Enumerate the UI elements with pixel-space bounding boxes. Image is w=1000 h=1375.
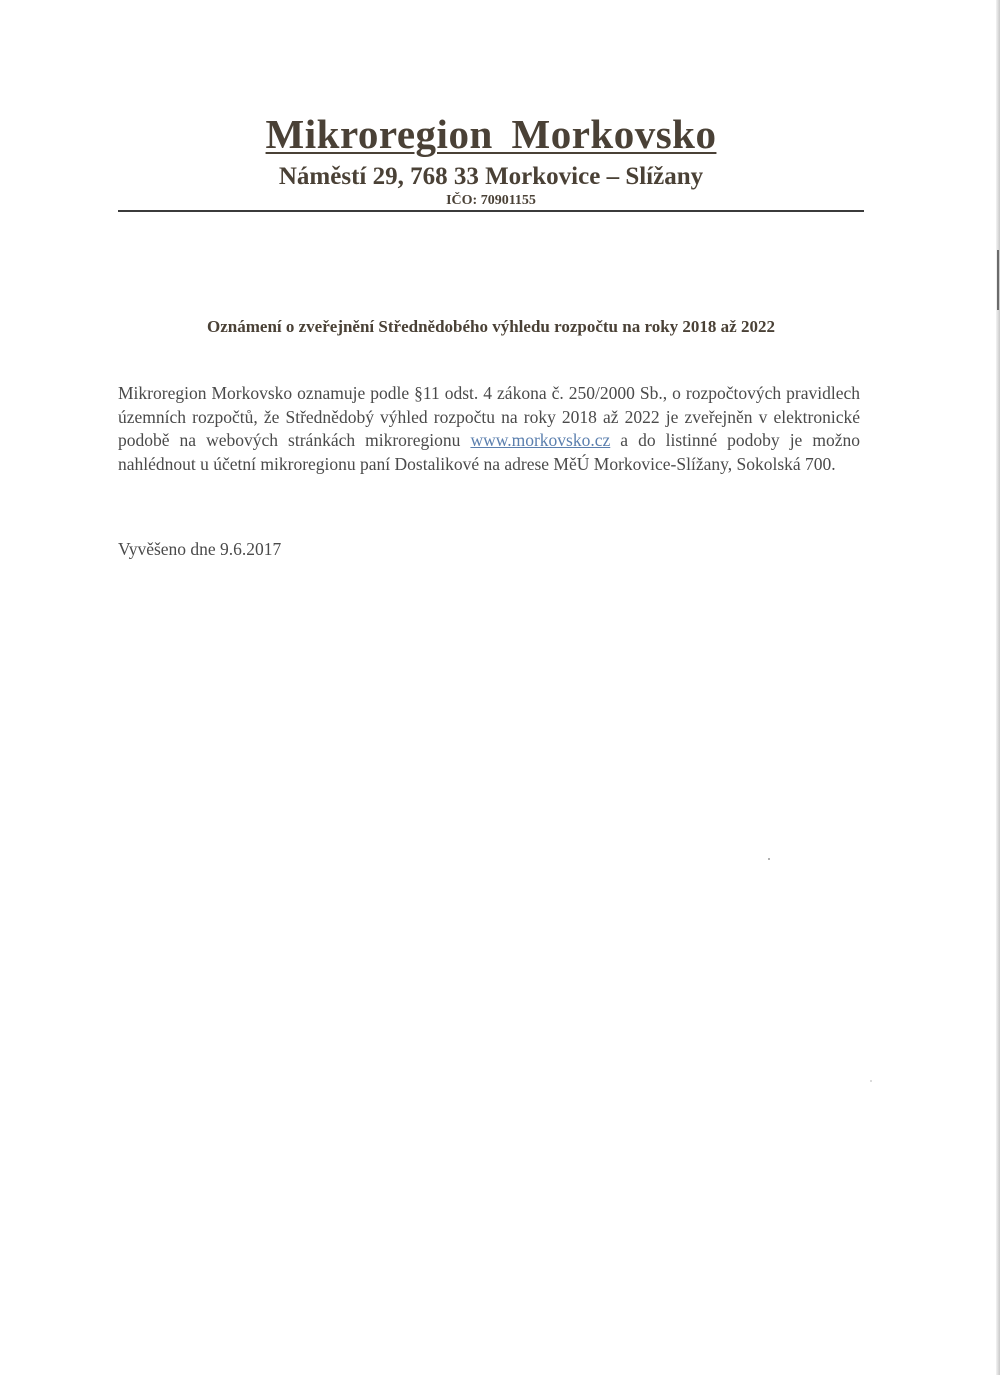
notice-title: Oznámení o zveřejnění Střednědobého výhledu rozpočtu na roky 2018 až 2022: [207, 317, 775, 336]
notice-paragraph: [118, 382, 860, 476]
letterhead-divider: [118, 210, 864, 212]
organization-address: Náměstí 29, 768 33 Morkovice – Slížany: [278, 163, 704, 190]
website-link[interactable]: www.morkovsko.cz: [470, 430, 611, 450]
scan-speck: [870, 1080, 872, 1082]
organization-ico: IČO: 70901155: [446, 193, 536, 208]
scan-speck: [768, 858, 770, 860]
posted-date: Vyvěšeno dne 9.6.2017: [118, 539, 282, 559]
body-text-after-link: a do listinné podoby je možno nahlédnout u účetní mikroregionu paní Dostalikové na adrese MěÚ Morkovice-Slížany, Sokolská 700.: [118, 430, 860, 474]
scan-edge-mark: [997, 250, 999, 310]
notice-body: [118, 382, 860, 476]
scan-edge: [996, 0, 1000, 1375]
organization-name: Mikroregion Morkovsko: [265, 111, 717, 157]
body-text-before-link: Mikroregion Morkovsko oznamuje podle §11 odst. 4 zákona č. 250/2000 Sb., o rozpočtových pravidlech územních rozpočtů, že Střednědobý výhled rozpočtu na roky 2018 až 2022 je zveřejněn v elektronické podobě na webových stránkách mikroregionu: [118, 383, 860, 450]
letterhead: [118, 108, 864, 210]
